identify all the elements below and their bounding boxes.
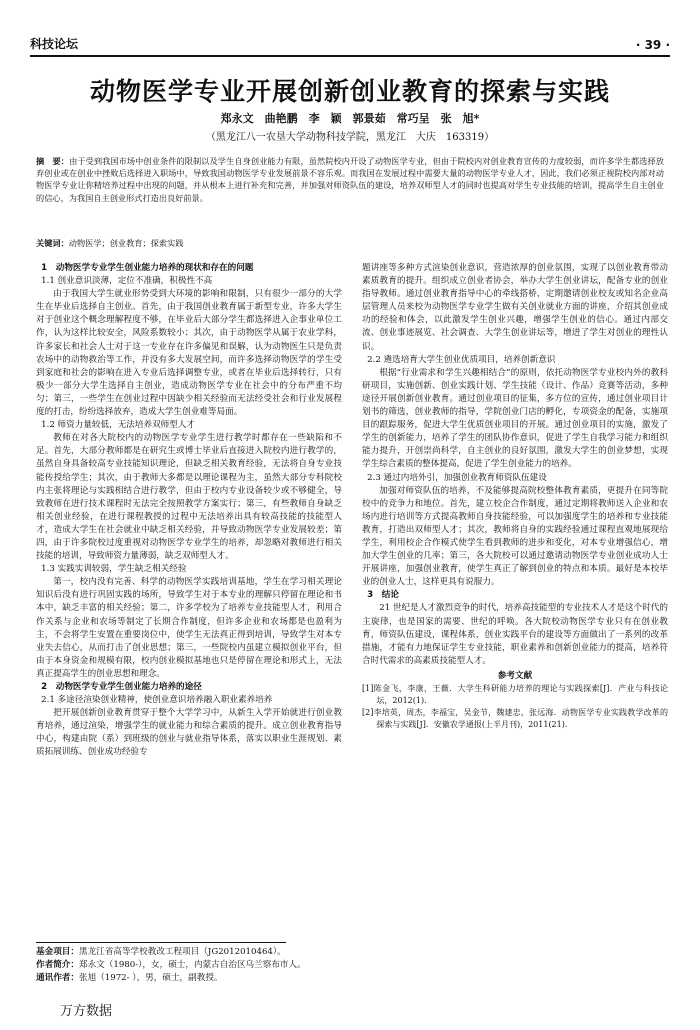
footnote-item <box>36 972 656 985</box>
section-heading: 2 动物医学专业学生创业能力培养的途径 <box>41 682 202 692</box>
keywords-label: 关键词： <box>36 238 69 248</box>
abstract <box>36 155 664 204</box>
header-rule <box>30 55 670 57</box>
section-heading: 1 动物医学专业学生创业能力培养的现状和存在的问题 <box>41 263 254 273</box>
paragraph: 根据“行业需求和学生兴趣相结合”的原则，依托动物医学专业校内外的教科研项目，实施创新、创业实践计划、学生技能（设计、作品）竞赛等活动，多种途径开展创新创业教育。通过创业项目的征集，多方位的宣传，通过创业项目计划书的筛选，创业教师的指导，学院创业门店的孵化，专项资金的配备，实施项目的跟踪服务，促进大学生优质创业项目的开展。通过创业项目的实施，激发了学生的创新能力，培养了学生的团队协作意识，促进了学生自我学习能力和组织能力提升，开创崇尚科学，自主创业的良好氛围，激发大学生的创业梦想，实现学生综合素质的整体提高，促进了学生创业能力的培养。 <box>362 367 668 470</box>
references-list <box>362 683 668 731</box>
footnote-item <box>36 959 656 972</box>
keywords-text: 动物医学；创业教育；探索实践 <box>68 238 184 248</box>
running-header <box>30 34 670 52</box>
footnotes <box>36 946 656 985</box>
footnote-text: 张旭（1972- ），男，硕士，副教授。 <box>78 973 223 983</box>
reference-item: [1]陈金飞，李康，王薇．大学生科研能力培养的理论与实践探索[J]．产业与科技论坛，2012(1). <box>362 684 668 705</box>
footnote-label: 基金项目： <box>36 947 79 957</box>
authors: 郑永文 曲艳鹏 李 颖 郭景茹 常巧呈 张 旭* <box>220 112 480 125</box>
footnote-item <box>36 946 656 959</box>
reference-item: [2]李培英，周杰，李福宝，吴金节，魏建忠，张远海．动物医学专业实践教学改革的探索与实践[J]．安徽农学通报(上半月刊)，2011(21). <box>362 708 668 729</box>
paragraph: 21 世纪是人才激烈竞争的时代，培养高技能型的专业技术人才是这个时代的主旋律，也是国家的需要、世纪的呼唤。各大院校动物医学专业只有在创业教育，师资队伍建设，课程体系，创业实践平台的建设等方面做出了一系列的改革措施，才能有力地保证学生专业技能，职业素养和创新创业能力的提高，培养符合时代需求的高素质技能型人才。 <box>362 603 668 666</box>
section-label: 科技论坛 <box>30 37 79 51</box>
footnote-text: 黑龙江省高等学校教改工程项目（JG2012010464）。 <box>78 947 286 957</box>
references-title: 参考文献 <box>497 670 533 681</box>
abstract-label: 摘 要： <box>36 156 70 166</box>
subsection-heading: 1.2 师资力量较低，无法培养双师型人才 <box>41 420 196 431</box>
footnote-text: 郑永文（1980-），女，硕士，内蒙古自治区乌兰察布市人。 <box>78 960 306 970</box>
watermark: 万方数据 <box>60 1004 113 1019</box>
subsection-heading: 2.2 遴选培育大学生创业优质项目，培养创新意识 <box>367 354 556 365</box>
subsection-heading: 1.1 创业意识淡薄，定位不准确，积极性不高 <box>41 276 213 287</box>
footnote-rule <box>36 942 286 943</box>
footnote-label: 通讯作者： <box>36 973 79 983</box>
right-column-body <box>362 262 668 668</box>
paragraph: 题讲座等多种方式渲染创业意识，营造浓厚的创业氛围，实现了以创业教育带动素质教育的提升。组织成立创业者协会，举办大学生创业讲坛，配备专业的创业指导教师。通过创业教育指导中心的牵线搭桥，定期邀请创业校友或知名企业高层管理人员来校为动物医学专业学生做有关创业就业方面的讲座，介绍其创业成功的经验和体会，以此激发学生创业兴趣，增强学生创业的信心。通过内部交流、创业事迹展览、社会调查、大学生创业讲坛等，增进了学生对创业的理性认识。 <box>362 263 668 352</box>
subsection-heading: 2.3 通过内培外引，加强创业教育师资队伍建设 <box>367 472 547 483</box>
paper-title: 动物医学专业开展创新创业教育的探索与实践 <box>89 77 610 106</box>
footnote-label: 作者简介： <box>36 960 79 970</box>
paragraph: 把开展创新创业教育贯穿于整个大学学习中，从新生入学开始就进行创业教育培养，通过渲染，增强学生的就业能力和综合素质的提升。成立创业教育指导中心，构建由院（系）到班级的创业与就业指导体系，落实以职业生涯规划、素质拓展训练、创业成功经验专 <box>36 708 342 758</box>
abstract-text: 由于受到我国市场中创业条件的限制以及学生自身创业能力有限，虽然院校内开设了动物医学专业，但由于院校内对创业教育宣传的力度较弱，而许多学生都选择放弃创业或在创业中挫败后选择进入职场中，导致我国动物医学专业发展前景不容乐观。而我国在发展过程中需要大量的动物医学专业人才，因此，我们必须正视院校内部对动物医学专业让你精培养过程中出现的问题，并从根本上进行补充和完善，并加强对师资队伍的建设，培养双师型人才的同时也提高对学生专业技能的培训，提高学生自主创业的信心，为我国自主创业形式打造出良好前景。 <box>36 156 664 203</box>
affiliation: （黑龙江八一农垦大学动物科技学院，黑龙江 大庆 163319） <box>205 132 495 143</box>
section-heading: 3 结论 <box>367 590 399 601</box>
keywords <box>36 238 664 249</box>
right-column <box>362 262 668 731</box>
paragraph: 加强对师资队伍的培养，不及能够提高院校整体教育素质，更提升在同等院校中的竞争力和地位。首先，建立校企合作制度，通过定期将教师送入企业和农场内进行培训等方式提高教师自身技能经验，可以加强度学生的培养和专业技能教育，打造出双师型人才；其次，教师将自身的实践经验通过课程直观地展现给学生，利用校企合作模式使学生看到教师的进步和变化，对本专业增强信心，增加大学生创业的几率；第三，各大院校可以通过邀请动物医学专业创业成功人士开展讲座，加强创业教育，使学生真正了解到创业的特点和本质。最好是本校毕业的创业人士，这样更具有说服力。 <box>362 485 668 588</box>
page-number: · 39 · <box>635 38 670 52</box>
paragraph: 第一，校内没有完善、科学的动物医学实践培训基地，学生在学习相关理论知识后没有进行巩固实践的场所，导致学生对于本专业的理解只停留在理论和书本中，缺乏丰富的相关经验；第二，许多学校为了培养专业技能型人才，利用合作关系与企业和农场等制定了长期合作制度，但许多企业和农场都是也盈利为主，不会将学生安置在重要岗位中，使学生无法真正得到培训，导致学生对本专业失去信心，从而打击了创业思想；第三，一些院校内虽建立模拟创业平台，但由于本身资金和规模有限，校内创业模拟基地也只是停留在理论和形式上，无法真正提高学生的创业思想和理念。 <box>36 577 342 679</box>
paragraph: 由于我国大学生就业形势受到大环境的影响和限制，只有很少一部分的大学生在毕业后选择自主创业。首先，由于我国创业教育属于新型专业，许多大学生对于创业这个概念理解程度不够，在毕业后大部分学生都选择进入企事业单位工作，认为这样比较安全，风险系数较小；其次，由于动物医学从属于农业学科，许多家长和社会人士对于这一专业存在许多偏见和误解，认为动物医生只是负责农场中的动物救治等工作，并没有多大发展空间，而许多选择动物医学的学生受到家庭和社会的影响在进入专业后选择调整专业，或者在毕业后选择转行，只有极少一部分大学生选择自主创业，造成动物医学专业在社会中的分布严重不均匀；第三，一些学生在创业过程中因缺少相关经验而无法经受社会和行业发展程度的打击，纷纷选择放弃，造成大学生创业难等局面。 <box>36 289 342 418</box>
paragraph: 教师在对各大院校内的动物医学专业学生进行教学时都存在一些缺陷和不足。首先，大部分教师都是在研究生或博士毕业后直接进入院校内进行教学的，虽然自身具备较高专业技能知识理论，但缺乏相关教育经验，无法将自身专业技能传授给学生；其次，由于教师大多都是以理论课程为主，虽然大部分专科院校内主张将理论与实践相结合进行教学，但由于校内专业设备较少或不够健全，导致教师在进行技术课程时无法完全按照教学方案实行；第三，有些教师自身缺乏相关创业经验，在进行课程教授的过程中无法培养出具有较高技能的技能型人才，造成大学生在社会就业中缺乏相关经验，并导致动物医学专业发展较差；第四，由于许多院校过度重视对动物医学专业学生的培养，却忽略对教师进行相关技能的培训，导致师资力量薄弱，缺乏双师型人才。 <box>36 433 342 562</box>
subsection-heading: 1.3 实践实训较弱，学生缺乏相关经验 <box>41 564 187 575</box>
subsection-heading: 2.1 多途径渲染创业精神，使创业意识培养融入职业素养培养 <box>41 695 273 706</box>
left-column <box>36 262 342 760</box>
